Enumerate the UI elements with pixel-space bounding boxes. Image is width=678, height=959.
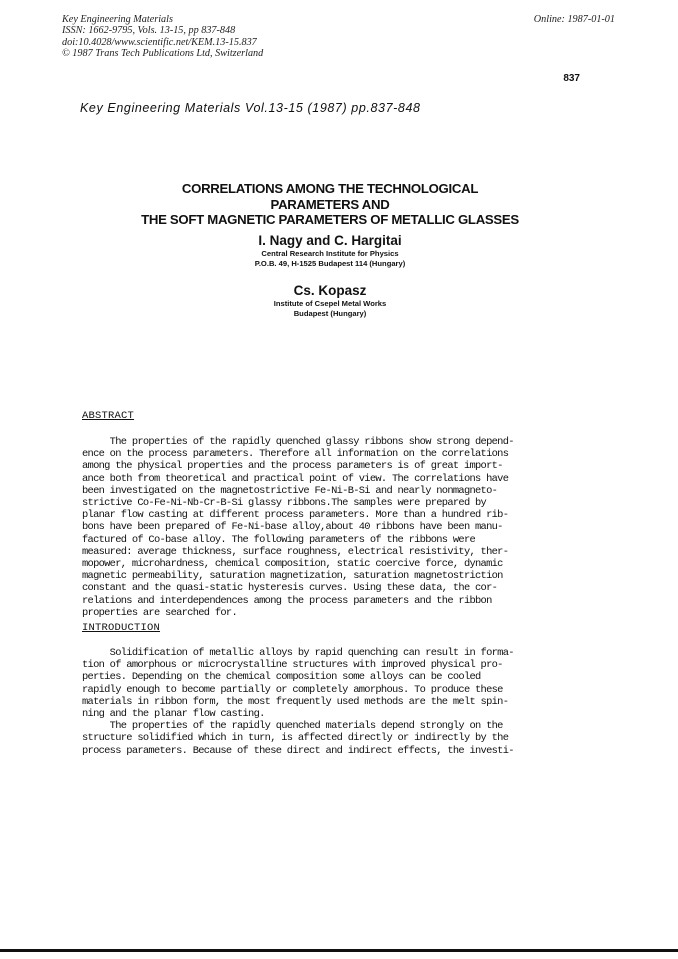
text-line: been investigated on the magnetostrictive Fe-Ni-B-Si and nearly nonmagneto- bbox=[82, 484, 498, 497]
journal-citation: Key Engineering Materials Vol.13-15 (1987) pp.837-848 bbox=[80, 101, 421, 115]
text-line: planar flow casting at different process parameters. More than a hundred rib- bbox=[82, 509, 509, 522]
title-line: PARAMETERS AND bbox=[270, 196, 390, 212]
text-line: mopower, microhardness, chemical composition, static coercive force, dynamic bbox=[82, 558, 503, 571]
meta-doi[interactable]: doi:10.4028/www.scientific.net/KEM.13-15.837 bbox=[62, 36, 257, 48]
text-line: ning and the planar flow casting. bbox=[82, 708, 265, 721]
meta-journal: Key Engineering Materials bbox=[62, 14, 173, 25]
meta-copyright: © 1987 Trans Tech Publications Ltd, Switzerland bbox=[62, 47, 264, 59]
text-line: rapidly enough to become partially or completely amorphous. To produce these bbox=[82, 683, 503, 696]
text-line: ance both from theoretical and practical point of view. The correlations have bbox=[82, 472, 509, 485]
paper-title bbox=[90, 181, 570, 228]
text-line: ence on the process parameters. Therefore all information on the correlations bbox=[82, 448, 509, 461]
text-line: tion of amorphous or microcrystalline structures with improved physical pro- bbox=[82, 659, 503, 672]
meta-issn: ISSN: 1662-9795, Vols. 13-15, pp 837-848 bbox=[62, 25, 236, 37]
title-line: CORRELATIONS AMONG THE TECHNOLOGICAL bbox=[181, 181, 479, 196]
author-names: Cs. Kopasz bbox=[293, 283, 367, 298]
introduction-body bbox=[82, 647, 582, 757]
abstract-body bbox=[82, 436, 582, 619]
bottom-rule bbox=[0, 949, 678, 952]
text-line: bons have been prepared of Fe-Ni-base alloy,about 40 ribbons have been manu- bbox=[82, 521, 503, 534]
page-number: 837 bbox=[563, 73, 580, 84]
text-line: factured of Co-base alloy. The following parameters of the ribbons were bbox=[82, 533, 476, 546]
abstract-heading: ABSTRACT bbox=[82, 410, 135, 422]
text-line: constant and the quasi-static hysteresis curves. Using these data, the cor- bbox=[82, 582, 498, 595]
affiliation-line: Central Research Institute for Physics bbox=[261, 249, 399, 258]
publication-metadata bbox=[62, 14, 263, 59]
affiliation-line: Institute of Csepel Metal Works bbox=[273, 299, 387, 308]
author-block-2 bbox=[200, 283, 460, 318]
text-line: among the physical properties and the process parameters is of great import- bbox=[82, 460, 503, 473]
text-line: The properties of the rapidly quenched materials depend strongly on the bbox=[82, 720, 503, 733]
text-line: perties. Depending on the chemical composition some alloys can be cooled bbox=[82, 671, 481, 684]
online-date: Online: 1987-01-01 bbox=[533, 14, 615, 25]
text-line: materials in ribbon form, the most frequently used methods are the melt spin- bbox=[82, 695, 509, 708]
affiliation-line: Budapest (Hungary) bbox=[293, 308, 367, 318]
text-line: magnetic permeability, saturation magnetization, saturation magnetostriction bbox=[82, 570, 503, 583]
title-line: THE SOFT MAGNETIC PARAMETERS OF METALLIC GLASSES bbox=[141, 212, 519, 227]
text-line: The properties of the rapidly quenched glassy ribbons show strong depend- bbox=[82, 436, 514, 448]
text-line: process parameters. Because of these direct and indirect effects, the investi- bbox=[82, 744, 514, 757]
text-line: measured: average thickness, surface roughness, electrical resistivity, ther- bbox=[82, 545, 509, 558]
text-line: strictive Co-Fe-Ni-Nb-Cr-B-Si glassy ribbons.The samples were prepared by bbox=[82, 497, 487, 510]
text-line: Solidification of metallic alloys by rapid quenching can result in forma- bbox=[82, 647, 514, 659]
text-line: structure solidified which in turn, is affected directly or indirectly by the bbox=[82, 732, 509, 745]
author-block-1 bbox=[200, 233, 460, 268]
text-line: relations and interdependences among the process parameters and the ribbon bbox=[82, 594, 492, 607]
affiliation-line: P.O.B. 49, H-1525 Budapest 114 (Hungary) bbox=[254, 258, 406, 268]
introduction-heading: INTRODUCTION bbox=[82, 622, 161, 634]
author-names: I. Nagy and C. Hargitai bbox=[258, 233, 402, 248]
text-line: properties are searched for. bbox=[82, 606, 237, 619]
